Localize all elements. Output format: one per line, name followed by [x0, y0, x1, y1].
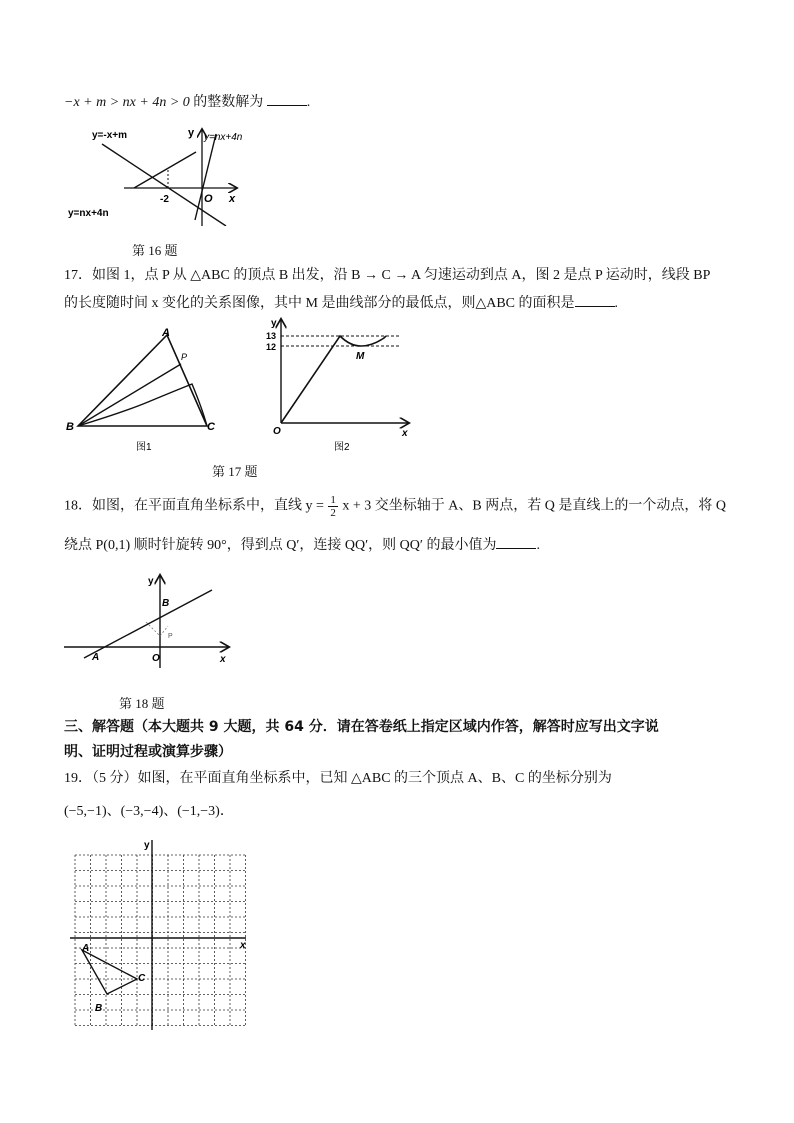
q18-frac-den: 2 — [330, 507, 336, 519]
q16-x-label: x — [229, 193, 236, 205]
q17-fig2-x: x — [402, 428, 408, 439]
q16-line-neg — [102, 144, 226, 226]
q17-fig2-y: y — [271, 318, 277, 329]
q19-line2: (−5,−1)、(−3,−4)、(−1,−3)． — [64, 804, 234, 819]
q16-y-label: y — [188, 127, 195, 139]
q19-b: B — [95, 1003, 103, 1014]
q19-a: A — [82, 943, 90, 954]
q17-label-12: 12 — [266, 342, 277, 352]
q18-y: y — [148, 576, 154, 587]
q18-line1-a: 18．如图，在平面直角坐标系中，直线 y = — [64, 498, 324, 514]
q16-answer-blank[interactable] — [267, 91, 307, 106]
q16-period: . — [306, 95, 311, 110]
q18-x: x — [220, 654, 226, 665]
q17-curve — [78, 384, 207, 426]
q17-figure1 — [64, 328, 224, 454]
q19-c: C — [138, 973, 146, 984]
q18-line1-b: x + 3 交坐标轴于 A、B 两点，若 Q 是直线上的一个动点，将 Q — [342, 498, 726, 514]
q17-figure2 — [262, 316, 422, 456]
q17-p: P — [181, 352, 188, 362]
q18-line2 — [64, 534, 540, 556]
q17-fig2-caption: 图2 — [334, 442, 350, 453]
q17-fig2-o: O — [273, 426, 281, 437]
q17-answer-blank[interactable] — [575, 292, 615, 307]
q19-grid-figure — [70, 836, 254, 1030]
q17-line2-text: 的长度随时间 x 变化的关系图像，其中 M 是曲线部分的最低点，则△ABC 的面积是 — [64, 296, 575, 311]
q18-line1 — [64, 494, 726, 519]
q18-caption: 第 18 题 — [119, 696, 165, 711]
q16-label-neg: y=-x+m — [92, 130, 128, 141]
q16-inequality: −x + m > nx + 4n > 0 — [64, 95, 190, 110]
section3-line1: 三、解答题（本大题共 9 大题，共 64 分．请在答卷纸上指定区域内作答，解答时应写出文字说 — [64, 719, 659, 735]
q17-label-13: 13 — [266, 331, 277, 341]
q17-graph — [281, 336, 386, 423]
q17-triangle — [78, 335, 207, 426]
q18-p: P — [168, 633, 173, 640]
q18-period: . — [536, 538, 540, 553]
q17-line2 — [64, 292, 618, 314]
q16-line-steep — [195, 134, 216, 220]
q17-a: A — [162, 328, 170, 339]
q17-label-m: M — [356, 351, 365, 362]
q16-line-nx — [134, 152, 196, 188]
q16-line1 — [64, 91, 310, 113]
q17-caption: 第 17 题 — [212, 464, 258, 479]
q19-x: x — [240, 940, 246, 951]
q16-minus-two: -2 — [160, 194, 169, 205]
q18-fraction — [328, 494, 338, 519]
q16-text: 的整数解为 — [193, 95, 264, 110]
q16-origin: O — [204, 193, 213, 205]
q18-b: B — [162, 598, 170, 609]
q18-frac-num: 1 — [330, 494, 336, 506]
q16-figure — [64, 122, 264, 226]
q16-label-nx-top: y=nx+4n — [204, 132, 243, 143]
q18-o: O — [152, 653, 160, 664]
q18-line — [84, 590, 212, 658]
q18-line2-text: 绕点 P(0,1) 顺时针旋转 90°，得到点 Q′，连接 QQ′，则 QQ′ 的最小值为 — [64, 538, 497, 553]
q17-b: B — [66, 421, 74, 433]
q16-label-nx: y=nx+4n — [68, 208, 109, 219]
q19-grid — [75, 855, 246, 1026]
q17-period: . — [614, 296, 618, 311]
q17-c: C — [207, 421, 215, 433]
q19-y: y — [144, 840, 150, 851]
q18-answer-blank[interactable] — [496, 534, 536, 549]
q19-line1: 19．（5 分）如图，在平面直角坐标系中，已知 △ABC 的三个顶点 A、B、C 的坐标分别为 — [64, 771, 612, 786]
q17-fig1-caption: 图1 — [136, 442, 152, 453]
q18-a: A — [92, 652, 100, 663]
section3-line2: 明、证明过程或演算步骤） — [64, 744, 232, 760]
q18-figure — [64, 570, 234, 668]
q16-caption: 第 16 题 — [132, 243, 178, 258]
q17-line1: 17．如图 1，点 P 从 △ABC 的顶点 B 出发，沿 B → C → A 匀速运动到点 A，图 2 是点 P 运动时，线段 BP — [64, 268, 711, 283]
